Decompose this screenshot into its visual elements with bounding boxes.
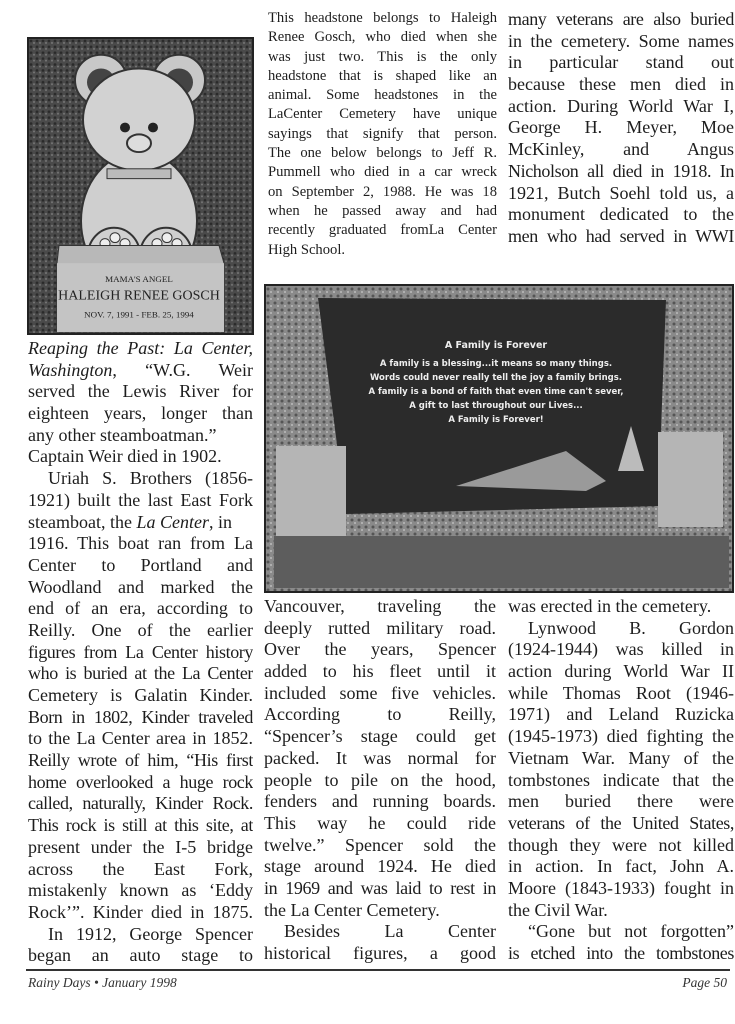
text-line: added to his fleet until it <box>264 661 496 682</box>
inscription-line: A family is a blessing...it means so many things. <box>379 359 613 369</box>
text-line: was erected in the cemetery. <box>508 596 712 616</box>
right-column-top <box>508 9 734 248</box>
inscription-line: A family is a bond of faith that even time can't sever, <box>368 387 624 397</box>
caption-line: Pummell who died in a car wreck <box>268 164 497 181</box>
inscription-title: A Family is Forever <box>444 340 548 351</box>
text-line: Rock’”. Kinder died in 1875. <box>28 901 253 922</box>
text-line: 1921, Butch Soehl told us, a <box>508 182 734 203</box>
photo-teddy-bear-headstone <box>27 37 254 335</box>
caption-line: This headstone belongs to Haleigh <box>268 10 497 26</box>
book-title: Reaping the Past: La Center, <box>28 338 253 358</box>
right-column-bottom <box>508 596 734 965</box>
inscription-line: A Family is Forever! <box>448 415 544 425</box>
caption-line: was just two. This is the only <box>268 48 497 65</box>
text-line: included some five vehicles. <box>264 682 496 703</box>
footer-page-number: Page 50 <box>682 975 727 990</box>
text-line: twelve.” Spencer sold the <box>264 834 496 855</box>
text-line: home overlooked a huge rock <box>28 771 253 792</box>
text-line: Vietnam War. Many of the <box>508 747 734 768</box>
text-fragment: , in <box>208 511 232 532</box>
text-line <box>28 360 253 382</box>
text-line: Lynwood B. Gordon <box>528 617 734 638</box>
text-line: This way he could ride <box>264 812 496 833</box>
inscription-line: MAMA'S ANGEL <box>105 273 173 284</box>
text-line: eighteen years, longer than <box>28 403 253 424</box>
text-line: According to Reilly, <box>264 704 496 725</box>
inscription-line: HALEIGH RENEE GOSCH <box>58 288 220 304</box>
text-line: in particular stand out <box>508 52 734 73</box>
text-line: Moore (1843-1933) fought in <box>508 877 734 898</box>
text-line: Over the years, Spencer <box>264 639 496 660</box>
text-line: packed. It was normal for <box>264 747 496 768</box>
text-line: 1921) built the last East Fork <box>28 489 253 510</box>
text-line: Vancouver, traveling the <box>264 596 496 616</box>
caption-line: recently graduated fromLa Center <box>268 222 497 239</box>
text-line: In 1912, George Spencer <box>48 923 253 944</box>
text-line: Cemetery is Galatin Kinder. <box>28 685 253 705</box>
text-line: Nicholson all died in 1918. In <box>508 160 734 181</box>
photo-caption <box>268 9 497 260</box>
caption-line: sayings that signify that person. <box>268 125 497 142</box>
text-line: because these men died in <box>508 74 734 95</box>
text-line: Besides La Center <box>284 921 496 942</box>
inscription-line: NOV. 7, 1991 - FEB. 25, 1994 <box>84 309 194 320</box>
text-line: tombstones indicate that the <box>508 769 734 790</box>
text-line: end of an era, according to <box>28 598 253 619</box>
text-line: Woodland and marked the <box>28 576 253 597</box>
text-line: any other steamboatman.” <box>28 424 217 445</box>
text-fragment: , “W.G. Weir <box>112 359 253 380</box>
text-line: action. During World War I, <box>508 95 734 116</box>
text-line: men who had served in WWI <box>508 225 734 246</box>
text-line: historical figures, a good <box>264 943 496 963</box>
text-line: 1916. This boat ran from La <box>28 533 253 554</box>
text-line: (1924-1944) was killed in <box>508 639 734 660</box>
text-line: who is buried at the La Center <box>28 663 253 684</box>
text-line: George H. Meyer, Moe <box>508 117 734 138</box>
text-line: people to pile on the hood, <box>264 769 496 790</box>
text-line: in 1969 and was laid to rest in <box>264 877 496 898</box>
text-line: mistakenly known as ‘Eddy <box>28 880 253 901</box>
family-headstone-image <box>266 286 732 591</box>
text-line: while Thomas Root (1946- <box>508 682 734 703</box>
book-title: Washington <box>28 359 113 380</box>
inscription-line: A gift to last throughout our Lives... <box>409 401 583 411</box>
text-line: “Gone but not forgotten” <box>528 921 734 942</box>
text-line: in action. In fact, John A. <box>508 856 734 877</box>
text-line: men buried there were <box>508 791 734 812</box>
boat-name: La Center <box>136 511 209 532</box>
caption-line: LaCenter Cemetery have unique <box>268 106 497 123</box>
text-line: many veterans are also buried <box>508 9 734 29</box>
text-line <box>28 512 253 534</box>
text-line: veterans of the United States, <box>508 812 734 833</box>
inscription-line: Words could never really tell the joy a family brings. <box>369 373 623 383</box>
text-line: figures from La Center history <box>28 641 253 662</box>
text-line: across the East Fork, <box>28 858 253 879</box>
text-line: began an auto stage to <box>28 945 253 966</box>
text-line: Uriah S. Brothers (1856- <box>48 468 253 489</box>
text-line: the Civil War. <box>508 899 608 920</box>
text-line: monument dedicated to the <box>508 204 734 225</box>
teddy-bear-headstone-image <box>29 39 252 333</box>
text-line <box>28 338 253 360</box>
caption-line: High School. <box>268 241 346 258</box>
text-line: called, naturally, Kinder Rock. <box>28 793 253 814</box>
caption-line: headstone that is shaped like an <box>268 67 497 84</box>
caption-line: animal. Some headstones in the <box>268 87 497 104</box>
text-line: 1971) and Leland Ruzicka <box>508 704 734 725</box>
text-line: Captain Weir died in 1902. <box>28 446 222 467</box>
text-line: though they were not killed <box>508 834 734 855</box>
text-line: Born in 1802, Kinder traveled <box>28 706 253 727</box>
text-line: This rock is still at this site, at <box>28 815 253 836</box>
text-fragment: steamboat, the <box>28 511 137 532</box>
text-line: action during World War II <box>508 661 734 682</box>
text-line: fenders and running boards. <box>264 791 496 812</box>
caption-line: Renee Gosch, who died when she <box>268 29 497 46</box>
footer-rule <box>26 969 730 971</box>
caption-line: when he passed away and had <box>268 202 497 219</box>
text-line: McKinley, and Angus <box>508 139 734 160</box>
text-line: “Spencer’s stage could get <box>264 726 496 747</box>
text-line: deeply rutted military road. <box>264 617 496 638</box>
text-line: in the cemetery. Some names <box>508 30 734 51</box>
text-line: Reilly wrote of him, “His first <box>28 750 253 771</box>
photo-family-headstone <box>264 284 734 593</box>
text-line: to the La Center area in 1852. <box>28 728 253 749</box>
left-column <box>28 338 253 967</box>
text-line: Center to Portland and <box>28 554 253 575</box>
text-line: the La Center Cemetery. <box>264 899 440 920</box>
text-line: (1945-1973) died fighting the <box>508 726 734 747</box>
text-line: served the Lewis River for <box>28 381 253 402</box>
caption-line: on September 2, 1988. He was 18 <box>268 183 497 200</box>
text-line: is etched into the tombstones <box>508 943 734 963</box>
text-line: Reilly. One of the earlier <box>28 619 253 640</box>
text-line: stage around 1924. He died <box>264 856 496 877</box>
text-line: present under the I-5 bridge <box>28 836 253 857</box>
caption-line: The one below belongs to Jeff R. <box>268 145 497 162</box>
middle-column <box>264 596 496 965</box>
footer-publication: Rainy Days • January 1998 <box>28 975 177 990</box>
